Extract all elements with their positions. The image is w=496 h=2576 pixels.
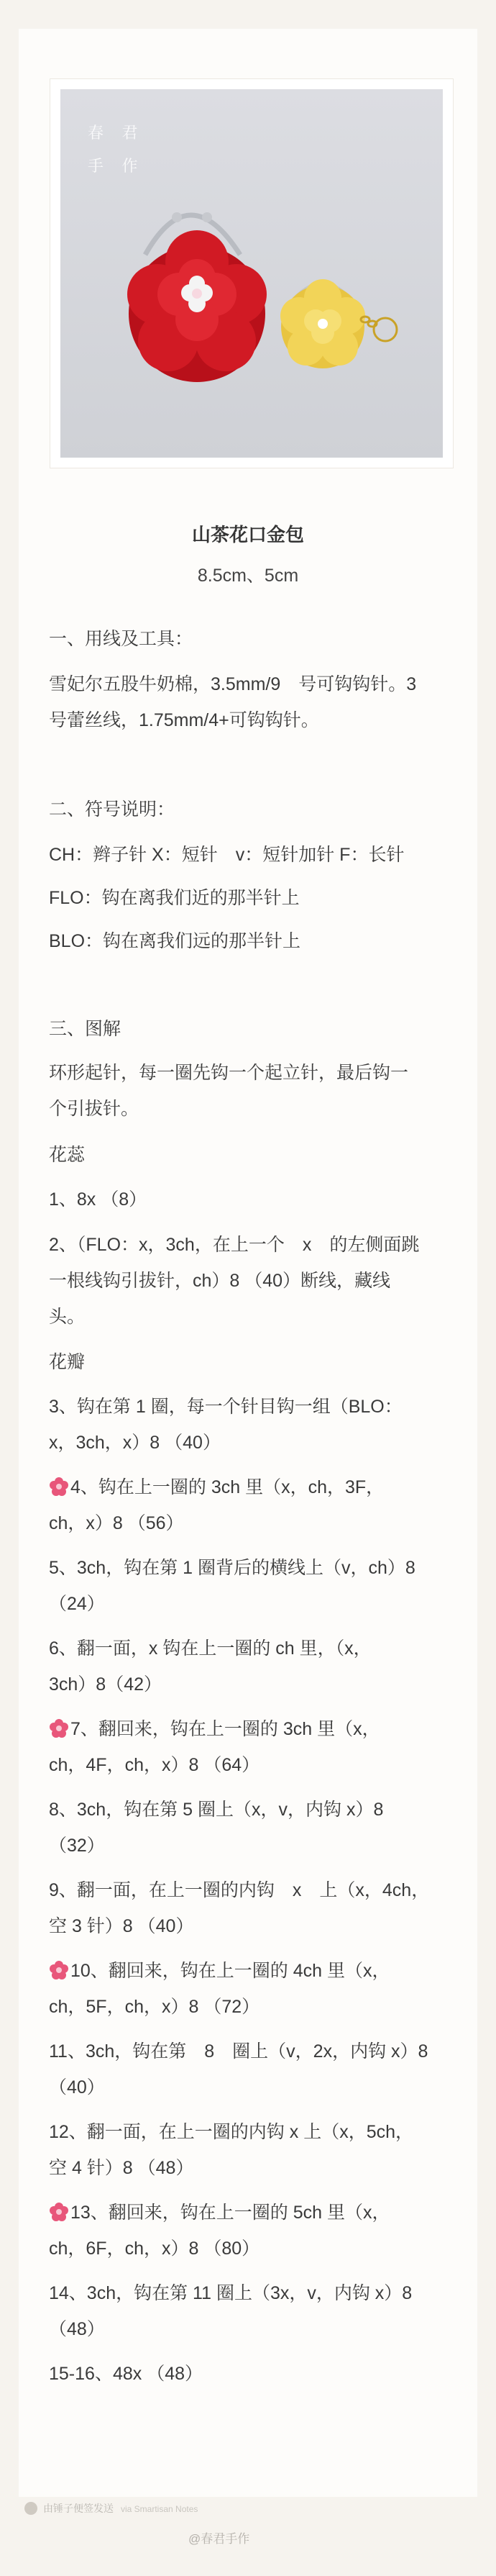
round-10-text-1: 10、翻回来，钩在上一圈的 4ch 里（x，: [70, 1961, 390, 1981]
pattern-intro-2: 个引拔针。: [49, 1099, 139, 1119]
round-13-line-1: [49, 2195, 451, 2231]
round-14-line-2: （48）: [49, 2319, 105, 2339]
pattern-heading: 三、图解: [49, 1019, 121, 1039]
symbols-heading: 二、符号说明：: [49, 799, 175, 820]
flower-icon: [49, 1960, 69, 1980]
round-6-line-1: 6、翻一面，x 钩在上一圈的 ch 里，（x，: [49, 1638, 372, 1659]
round-10-line-2: ch，5F，ch，x）8 （72）: [49, 1997, 260, 2017]
round-2-line-1: 2、（FLO：x，3ch，在上一个 x 的左侧面跳: [49, 1235, 420, 1255]
symbols-line-2: FLO：钩在离我们近的那半针上: [49, 888, 300, 908]
round-2-line-2: 一根线钩引拔针，ch）8 （40）断线，藏线: [49, 1271, 391, 1291]
photo-watermark-1: 春 君: [88, 124, 145, 142]
round-15-16: 15-16、48x （48）: [49, 2364, 203, 2384]
materials-line-1: 雪妃尔五股牛奶棉，3.5mm/9 号可钩钩针。3: [49, 674, 417, 694]
round-11-line-1: 11、3ch，钩在第 8 圈上（v，2x，内钩 x）8: [49, 2041, 428, 2062]
round-5-line-1: 5、3ch，钩在第 1 圈背后的横线上（v，ch）8: [49, 1558, 415, 1578]
round-2-line-3: 头。: [49, 1307, 86, 1327]
round-12-line-1: 12、翻一面，在上一圈的内钩 x 上（x，5ch，: [49, 2122, 414, 2142]
note-card: [19, 29, 477, 2497]
stamen-label: 花蕊: [49, 1145, 86, 1165]
round-5-line-2: （24）: [49, 1594, 105, 1614]
round-14-line-1: 14、3ch，钩在第 11 圈上（3x，v，内钩 x）8: [49, 2283, 413, 2303]
flower-icon: [49, 2202, 69, 2222]
round-4-line-1: [49, 1469, 451, 1505]
weibo-watermark: @春君手作: [188, 2532, 250, 2546]
round-9-line-1: 9、翻一面，在上一圈的内钩 x 上（x，4ch，: [49, 1880, 430, 1900]
round-7-line-1: [49, 1711, 451, 1747]
petal-label: 花瓣: [49, 1352, 86, 1372]
round-1: 1、8x （8）: [49, 1189, 147, 1210]
round-12-line-2: 空 4 针）8 （48）: [49, 2158, 194, 2178]
round-11-line-2: （40）: [49, 2077, 105, 2097]
pattern-intro-1: 环形起针，每一圈先钩一个起立针，最后钩一: [49, 1063, 409, 1083]
pattern-title: 山茶花口金包: [191, 524, 304, 545]
round-9-line-2: 空 3 针）8 （40）: [49, 1916, 194, 1936]
round-4-line-2: ch，x）8 （56）: [49, 1513, 184, 1533]
round-7-text-1: 7、翻回来，钩在上一圈的 3ch 里（x，: [70, 1719, 380, 1739]
materials-line-2: 号蕾丝线，1.75mm/4+可钩钩针。: [49, 710, 319, 730]
round-3-line-2: x，3ch，x）8 （40）: [49, 1433, 221, 1453]
round-10-line-1: [49, 1953, 451, 1989]
materials-heading: 一、用线及工具：: [49, 629, 193, 649]
round-8-line-2: （32）: [49, 1836, 105, 1856]
flower-icon: [49, 1477, 69, 1497]
round-7-line-2: ch，4F，ch，x）8 （64）: [49, 1755, 260, 1775]
symbols-line-1: CH：辫子针 X：短针 v：短针加针 F：长针: [49, 845, 405, 865]
footer-source-text: 由锤子便签发送: [43, 2503, 114, 2514]
footer-via-text: via Smartisan Notes: [121, 2504, 198, 2514]
camellia-purses-illustration: [60, 89, 443, 458]
round-13-line-2: ch，6F，ch，x）8 （80）: [49, 2239, 260, 2259]
product-photo-frame: [50, 79, 453, 468]
round-6-line-2: 3ch）8（42）: [49, 1674, 162, 1695]
symbols-line-3: BLO：钩在离我们远的那半针上: [49, 931, 301, 951]
round-13-text-1: 13、翻回来，钩在上一圈的 5ch 里（x，: [70, 2203, 390, 2223]
round-4-text-1: 4、钩在上一圈的 3ch 里（x，ch，3F，: [70, 1477, 385, 1497]
round-3-line-1: 3、钩在第 1 圈，每一个针目钩一组（BLO：: [49, 1397, 403, 1417]
smartisan-notes-icon: [24, 2502, 37, 2515]
photo-watermark-2: 手 作: [88, 157, 145, 175]
footer-source: [24, 2501, 198, 2516]
product-photo: [60, 89, 443, 458]
pattern-sizes: 8.5cm、5cm: [197, 566, 299, 586]
round-8-line-1: 8、3ch，钩在第 5 圈上（x，v，内钩 x）8: [49, 1800, 384, 1820]
flower-icon: [49, 1718, 69, 1738]
